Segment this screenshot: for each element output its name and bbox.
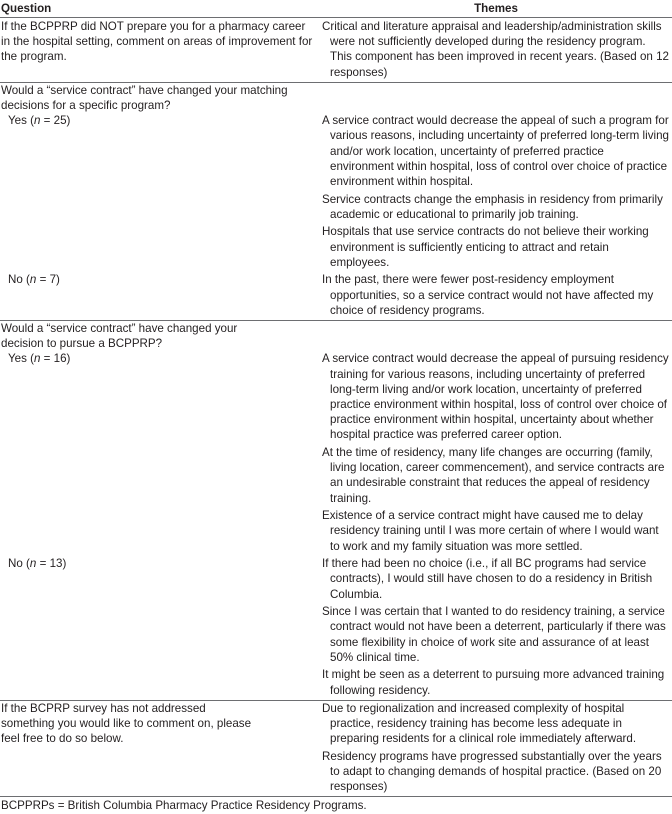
- question-cell: If the BCPRP survey has not addressed something you would like to comment on, please feel free to do so below.: [1, 701, 252, 746]
- theme-item: A service contract would decrease the appeal of such a program for various reasons, including uncertainty of preferred long-term living and/or work location, uncertainty of preferred practice environment within hospital, loss of control over choice of practice environment within hospital.: [322, 114, 669, 189]
- table-row: [0, 19, 672, 80]
- themes-cell: [322, 272, 672, 318]
- theme-item: In the past, there were fewer post-residency employment opportunities, so a service contract would not have affected my choice of residency programs.: [322, 273, 654, 317]
- table-row: [0, 701, 672, 795]
- table-row-subgroup-no: [0, 272, 672, 318]
- table-row: [0, 83, 672, 113]
- table-header: [0, 0, 672, 18]
- table-row-subgroup-yes: [0, 351, 672, 553]
- theme-item: Hospitals that use service contracts do not believe their working environment is sufficiently enticing to attract and retain employees.: [322, 225, 649, 269]
- theme-item: Due to regionalization and increased complexity of hospital practice, residency training has become less adequate in preparing residents for a clinical role immediately afterward.: [322, 701, 637, 746]
- subgroup-label: No (n = 13): [8, 557, 67, 571]
- themes-cell: [322, 19, 672, 80]
- themes-cell: [322, 351, 672, 553]
- theme-item: If there had been no choice (i.e., if all BC programs had service contracts), I would still have chosen to do a residency in British Columbia.: [322, 557, 653, 601]
- table-row-subgroup-yes: [0, 113, 672, 270]
- table-row-subgroup-no: [0, 556, 672, 698]
- question-cell: Would a “service contract” have changed your decision to pursue a BCPPRP?: [1, 322, 238, 351]
- table-section-preparation: [0, 18, 672, 83]
- table-section-matching-decisions: [0, 83, 672, 321]
- theme-item: Residency programs have progressed substantially over the years to adapt to changing demands of hospital practice. (Based on 20 responses): [322, 749, 662, 794]
- table-row: [0, 321, 672, 351]
- theme-item: Critical and literature appraisal and leadership/administration skills were not sufficiently developed during the residency program. This component has been improved in recent years. (Based on 12 responses): [322, 20, 669, 79]
- question-cell: If the BCPPRP did NOT prepare you for a pharmacy career in the hospital setting, comment on areas of improvement for the program.: [1, 20, 313, 64]
- themes-cell: [322, 113, 672, 270]
- theme-item: At the time of residency, many life changes are occurring (family, living location, career commencement), and service contracts are an undesirable constraint that reduces the appeal of residency training.: [322, 446, 665, 505]
- header-question: Question: [1, 2, 52, 15]
- themes-cell: [322, 701, 672, 795]
- theme-item: Service contracts change the emphasis in residency from primarily academic or educational to primarily job training.: [322, 192, 663, 221]
- subgroup-label: No (n = 7): [8, 273, 60, 287]
- theme-item: A service contract would decrease the appeal of pursuing residency training for various reasons, including uncertainty of preferred long-term living and/or work location, uncertainty of preferred practice environment within hospital, loss of control over choice of practice environment within hospital, uncertainty about whether hospital practice was preferred career option.: [322, 352, 669, 442]
- themes-cell: [322, 556, 672, 698]
- theme-item: It might be seen as a deterrent to pursuing more advanced training following residency.: [322, 668, 665, 697]
- table-footnote: BCPPRPs = British Columbia Pharmacy Practice Residency Programs.: [1, 799, 367, 813]
- theme-item: Existence of a service contract might have caused me to delay residency training until I was more certain of where I would want to work and my family situation was more settled.: [322, 509, 659, 553]
- subgroup-label: Yes (n = 16): [8, 352, 71, 366]
- table-section-pursue-decision: [0, 321, 672, 701]
- question-cell: Would a “service contract” have changed your matching decisions for a specific program?: [1, 83, 288, 113]
- table-section-other-comments: [0, 701, 672, 798]
- header-themes: Themes: [474, 2, 518, 15]
- subgroup-label: Yes (n = 25): [8, 114, 71, 128]
- theme-item: Since I was certain that I wanted to do residency training, a service contract would not have been a deterrent, particularly if there was some flexibility in choice of work site and assurance of at least 50% clinical time.: [322, 605, 666, 664]
